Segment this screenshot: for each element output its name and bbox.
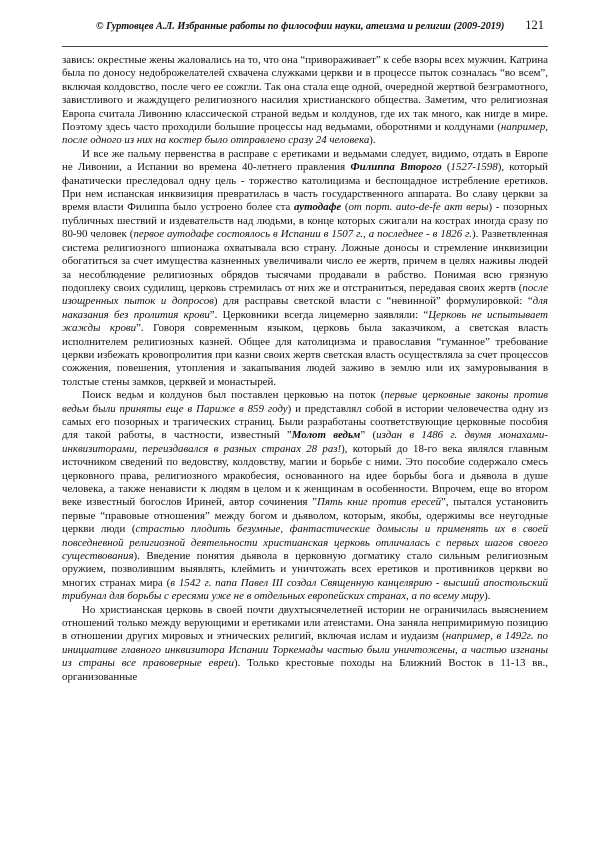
text-run: ).: [369, 134, 376, 147]
text-run: для наказания без пролития крови: [62, 295, 548, 321]
text-run: после изощренных пыток и допросов: [62, 281, 548, 308]
text-run: например, после одного из них на костер было отправлено сразу 24 человека: [62, 121, 548, 147]
paragraph: [62, 54, 548, 148]
document-page: [62, 18, 548, 684]
text-run: ) и представлял собой в истории человечества одну из самых его позорных и трагических страниц. Были разработаны соответствующие церковные пособия для такой работы, в частности, известный ”: [62, 402, 549, 442]
text-run: первые церковные законы против ведьм были приняты еще в Париже в 859 году: [62, 389, 548, 415]
text-run: И все же пальму первенства в расправе с еретиками и ведьмами следует, видимо, отдать в Европе не Ливонии, а Испании во времена 40-летнего правления: [62, 147, 548, 174]
text-run: ”, пытался установить первые “правовые отношения” между богом и дьяволом, которым, якобы, одержимы все неугодные церкви люди (: [62, 496, 549, 536]
text-run: ”. Говоря современным языком, церковь была заказчиком, а светская власть исполнителем религиозных казней. Общее для католицизма и православия “гуманное” требование церкви избежать кровопролития при казни своих жертв светская власть осуществляла за счет процессов сожжения, повешения, утопления и закапывания людей заживо в землю или их замуровывания в толстые стены замков, церквей и монастырей.: [62, 322, 548, 388]
text-run: ). Введение понятия дьявола в церковную догматику стало сильным религиозным оружием, позволившим выявлять, клеймить и уничтожать всех еретиков и противников церкви во многих странах мира (: [62, 550, 548, 589]
paragraph: [62, 604, 548, 684]
text-run: от порт. auto-de-fe акт веры: [348, 201, 489, 214]
text-run: ), который фанатически преследовал одну цель - торжество католицизма и беспощадное истребление еретиков. При нем испанская инквизиция превратилась в часть государственного аппарата. Во славу церкви за время власти Филиппа было устроено более ста: [62, 161, 548, 214]
text-run: Пять книг против ересей: [317, 496, 442, 509]
text-run: ) - позорных публичных шествий и издевательств над людьми, в конце которых сжигали на кострах иногда сразу по 80-90 человек (: [62, 201, 548, 241]
running-header: [62, 18, 548, 47]
text-run: 1527-1598: [450, 161, 498, 174]
text-run: в 1542 г. папа Павел III создал Священную канцелярию - высший апостольский трибунал для борьбы с ересями уже не в отдельных европейских странах, а по всему миру: [62, 576, 549, 603]
text-run: аутодафе: [293, 201, 342, 214]
body-text: [62, 54, 548, 684]
text-run: ), который до 18-го века являлся главным источником сведений по ведовству, колдовству, магии и борьбе с ними. Это пособие содержало смесь церковного права, религиозного мракобесия, основанного на идее борьбы бога и дьявола в душе человека, а также ненависти к людям в целом и к женщинам в особенности. Впрочем, еще во втором веке известный богослов Ириней, автор сочинения ”: [62, 442, 549, 509]
text-run: ) для расправы светской власти с “невинной” формулировкой: “: [213, 295, 533, 308]
header-title: © Гуртовцев А.Л. Избранные работы по философии науки, атеизма и религии (2009-2019): [96, 21, 505, 32]
text-run: издан в 1486 г. двумя монахами-инквизиторами, переиздавался в разных странах 28 раз!: [62, 429, 548, 455]
paragraph: [62, 148, 548, 389]
text-run: Церковь не испытывает жажды крови: [62, 308, 548, 335]
text-run: ”. Церковники всегда лицемерно заявляли: “: [209, 308, 429, 321]
text-run: (: [441, 161, 451, 174]
text-run: Но христианская церковь в своей почти двухтысячелетней истории не ограничилась выяснением отношений только между верующими и еретиками или атеистами. Она заняла непримиримую позицию в отношении других мировых и этнических религий, включая ислам и иудаизм (: [62, 603, 548, 643]
text-run: страстью плодить безумные, фантастические домыслы и применять их в своей повседневной религиозной деятельности христианская церковь отличалась с первых шагов своего существования: [62, 523, 549, 563]
text-run: ” (: [360, 429, 377, 442]
text-run: Молот ведьм: [291, 429, 361, 442]
text-run: первое аутодафе состоялось в Испании в 1507 г., а последнее - в 1826 г.: [133, 228, 473, 241]
text-run: ). Только крестовые походы на Ближний Восток в 11-13 вв., организованные: [62, 657, 548, 683]
page-number: 121: [525, 18, 544, 32]
text-run: ).: [484, 590, 491, 603]
paragraph: [62, 389, 548, 604]
text-run: ). Разветвленная система религиозного шпионажа охватывала всю страну. Ложные доносы и стремление инквизиции обогатиться за счет имущества казненных увеличивали число ее жертв, причем в целях наживы людей за несоблюдение религиозных обрядов тысячами продавали в рабство. Понимая всю грязную подоплеку своих судилищ, церковь стремилась от них же и отстраниться, передавая своих жертв (: [62, 228, 548, 294]
text-run: (: [341, 201, 349, 214]
text-run: Поиск ведьм и колдунов был поставлен церковью на поток (: [82, 389, 385, 402]
text-run: Филиппа Второго: [350, 161, 442, 174]
text-run: например, в 1492г. по инициативе главного инквизитора Испании Торкемады частью были уничтожены, а частью изгнаны из страны все правоверные евреи: [62, 630, 549, 670]
text-run: завись: окрестные жены жаловались на то, что она “привораживает” к себе взоры всех мужчин. Катрина была по доносу недоброжелателей схвачена служками церкви и в процессе пыток созналась “во всем”, включая колдовство, после чего ее сожгли. Так она стала еще одной, очередной жертвой безграмотного, завистливого и жаждущего религиозного насилия христианского общества. Заметим, что религиозная Европа считала Ливонию классической страной ведьм и колдунов, где их так много, как нигде в мире. Поэтому здесь часто проходили большие процессы над ведьмами, оборотнями и колдунами (: [62, 54, 548, 134]
